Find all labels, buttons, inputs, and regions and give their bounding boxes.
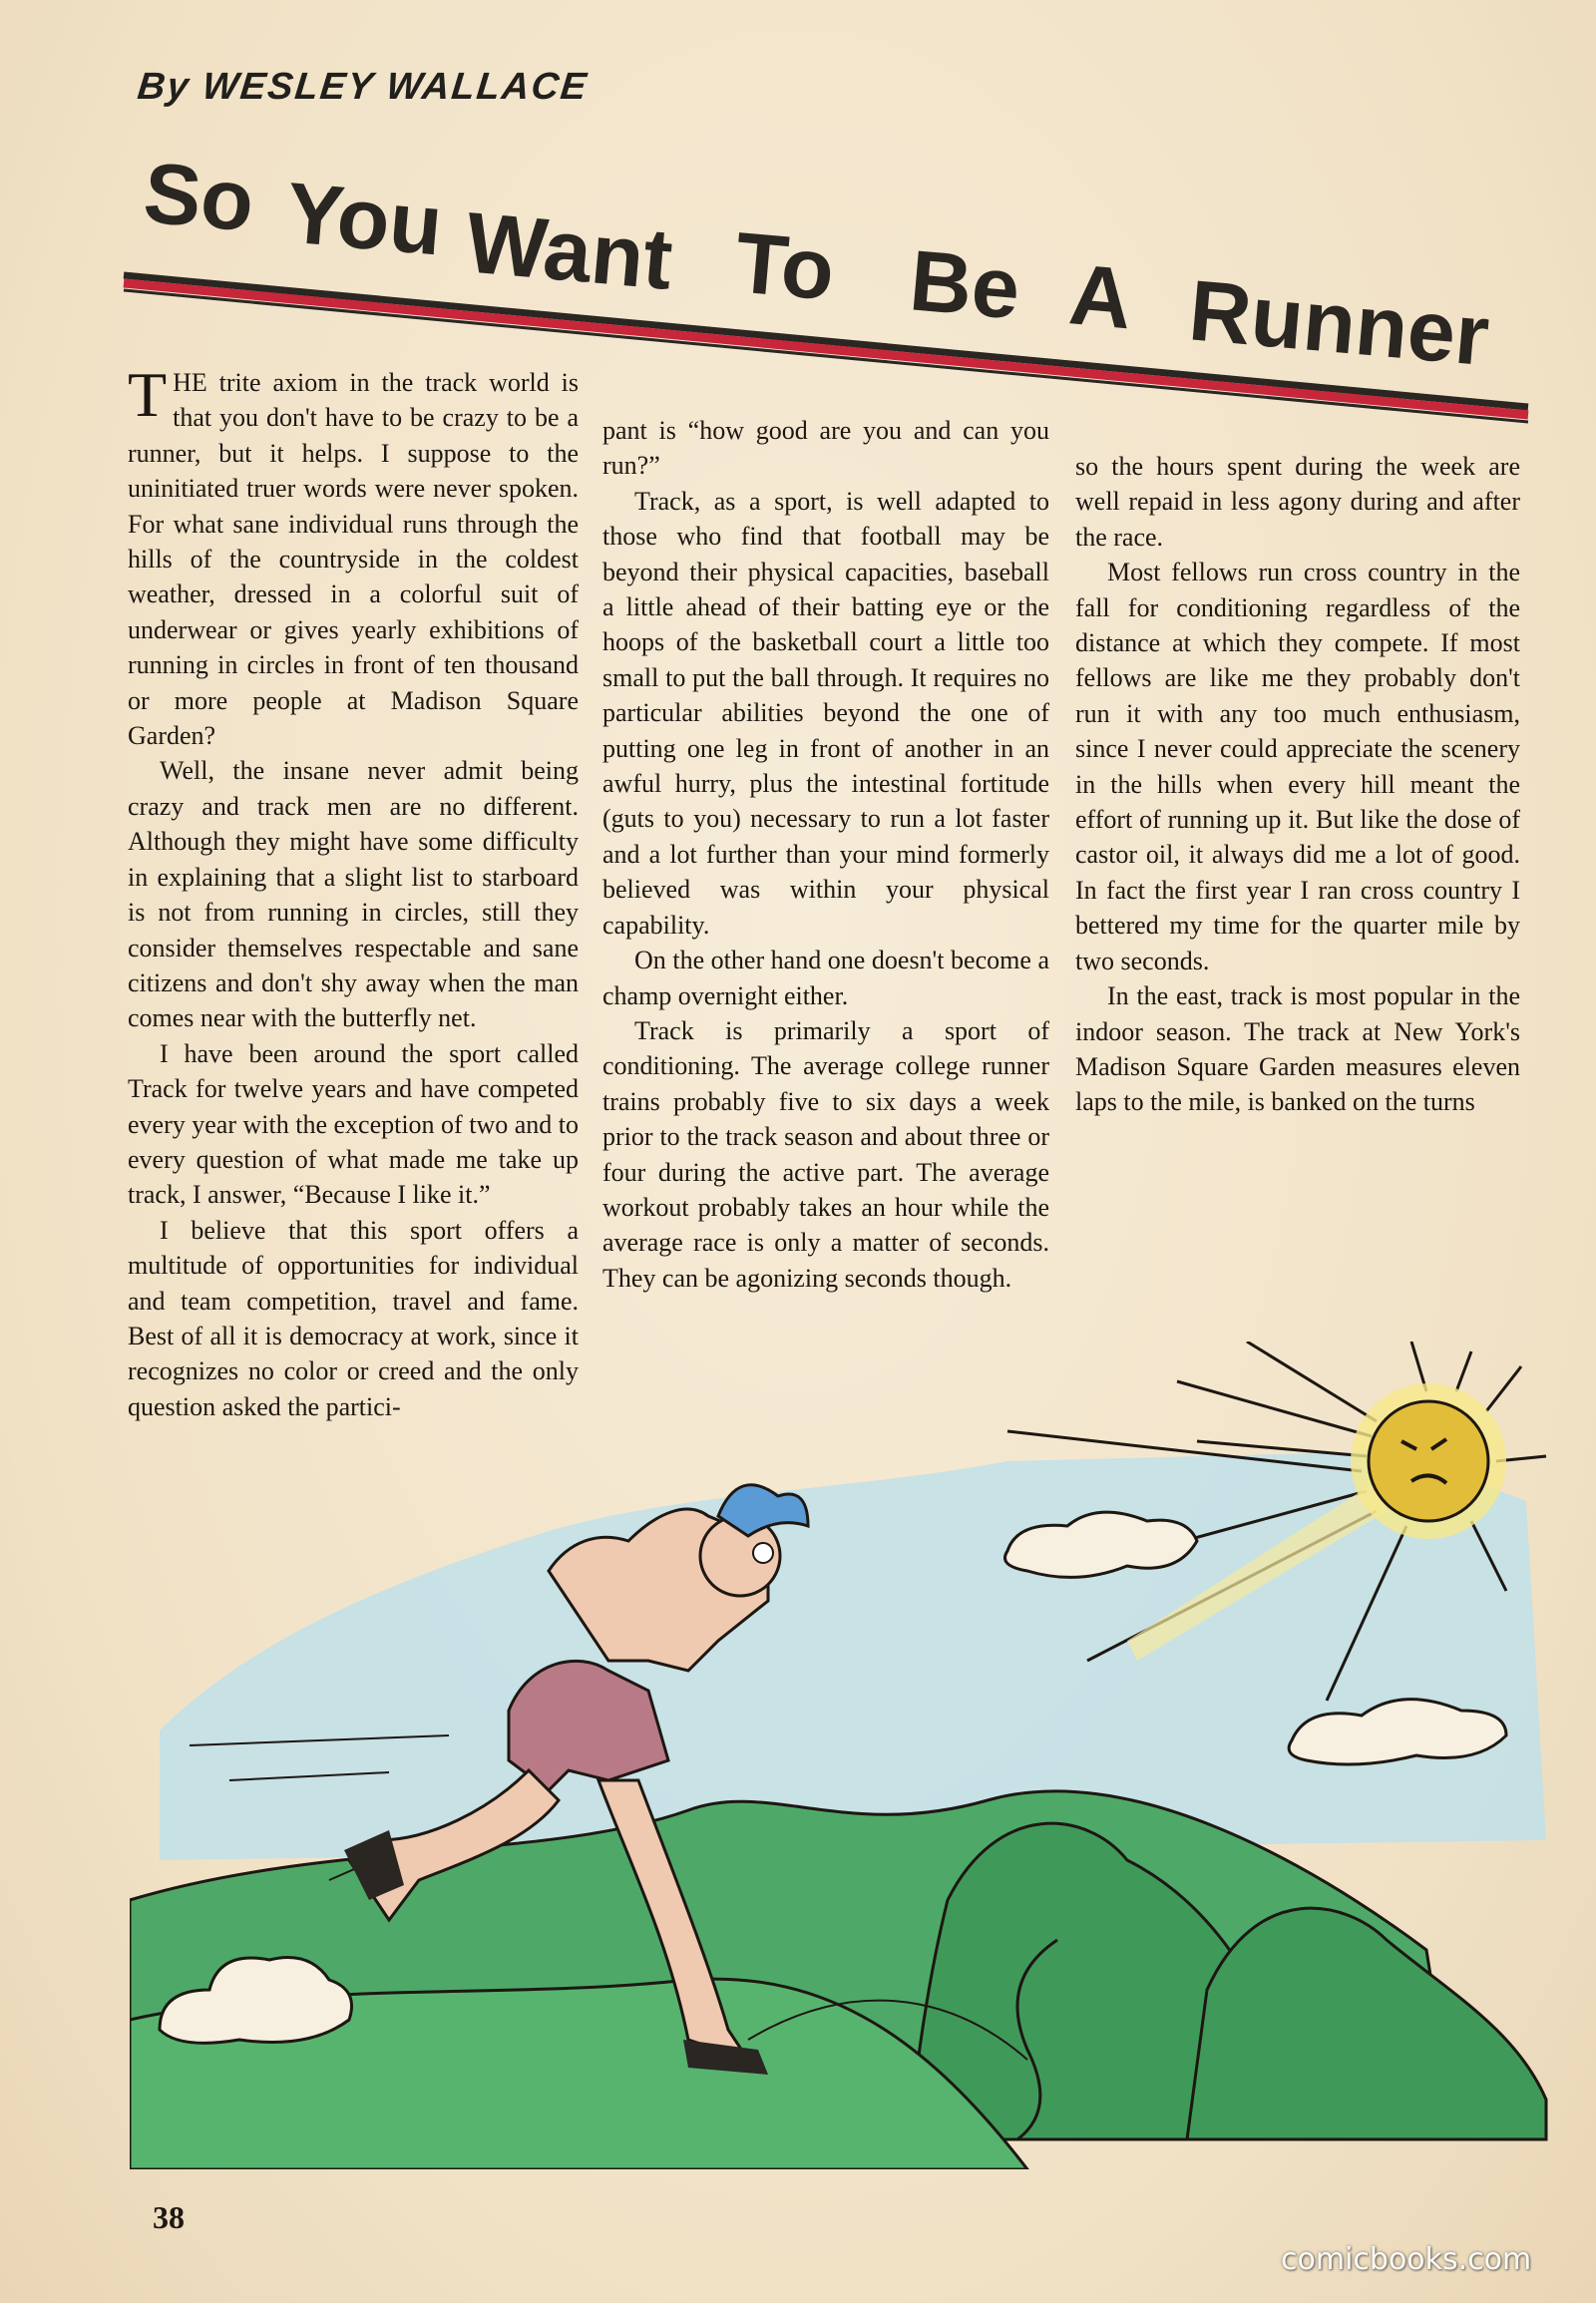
sun-face-icon <box>1351 1383 1506 1539</box>
byline: By WESLEY WALLACE <box>135 66 591 108</box>
text-column-3 <box>1075 449 1520 1120</box>
hill-face <box>1187 1908 1546 2139</box>
runner-illustration <box>130 1342 1556 2169</box>
paragraph: Track, as a sport, is well adapted to those who find that football may be beyond their physical capacities, baseball a little ahead of their batting eye or the hoops of the basketball court a little too small to put the ball through. It requires no particular abilities beyond the one of putting one leg in front of another in an awful hurry, plus the intestinal fortitude (guts to you) necessary to run a lot faster and a lot further than your mind formerly believed was within your physical capability. <box>602 486 1049 940</box>
page-number: 38 <box>153 2199 185 2235</box>
text-column-1 <box>128 359 579 1424</box>
paragraph: pant is “how good are you and can you run?” <box>602 416 1049 481</box>
title-word: So <box>140 150 258 250</box>
drop-cap: T <box>128 359 168 430</box>
watermark: comicbooks.com <box>1281 2242 1532 2277</box>
text-column-2 <box>602 413 1049 1296</box>
paragraph: I believe that this sport offers a multitude of opportunities for individual and team competition, travel and fame. Best of all it is democracy at work, since it recognizes no color or creed and the only question asked the partici- <box>128 1215 579 1421</box>
paragraph: Most fellows run cross country in the fall for conditioning regardless of the distance at which they compete. If most fellows are like me they probably don't run it with any too much enthusiasm, since I never could appreciate the scenery in the hills when every hill meant the effort of running up it. But like the dose of castor oil, it always did me a lot of good. In fact the first year I ran cross country I bettered my time for the quarter mile by two seconds. <box>1075 558 1520 975</box>
title-word: You <box>282 165 447 274</box>
title-word: To <box>731 214 839 319</box>
paragraph: Well, the insane never admit being crazy and track men are no different. Although they might have some difficulty in explaining that a slight list to starboard is not from running in circles, still they consider themselves respectable and sane citizens and don't shy away when the man comes near with the butterfly net. <box>128 756 579 1033</box>
paragraph: Track is primarily a sport of conditioning. The average college runner trains probably five to six days a week prior to the track season and about three or four during the active part. The average workout probably takes an hour while the average race is only a matter of seconds. They can be agonizing seconds though. <box>602 1015 1049 1293</box>
paragraph: On the other hand one doesn't become a champ overnight either. <box>602 946 1049 1010</box>
paragraph: I have been around the sport called Track for twelve years and have competed every year with the exception of two and to every question of what made me take up track, I answer, “Because I like it.” <box>128 1038 579 1210</box>
title-word: Be <box>906 232 1024 338</box>
title-word: Want <box>462 194 676 308</box>
paragraph: so the hours spent during the week are well repaid in less agony during and after the race. <box>1075 452 1520 552</box>
title-word: Runner <box>1185 262 1493 385</box>
paragraph: THE trite axiom in the track world is that you don't have to be crazy to be a runner, but it helps. I suppose to the uninitiated truer words were never spoken. For what sane individual runs through the hills of the countryside in the coldest weather, dressed in a colorful suit of underwear or gives yearly exhibitions of running in circles in front of ten thousand or more people at Madison Square Garden? <box>128 359 579 751</box>
title-word: A <box>1065 246 1136 348</box>
paragraph: In the east, track is most popular in the indoor season. The track at New York's Madison Square Garden measures eleven laps to the mile, is banked on the turns <box>1075 981 1520 1117</box>
